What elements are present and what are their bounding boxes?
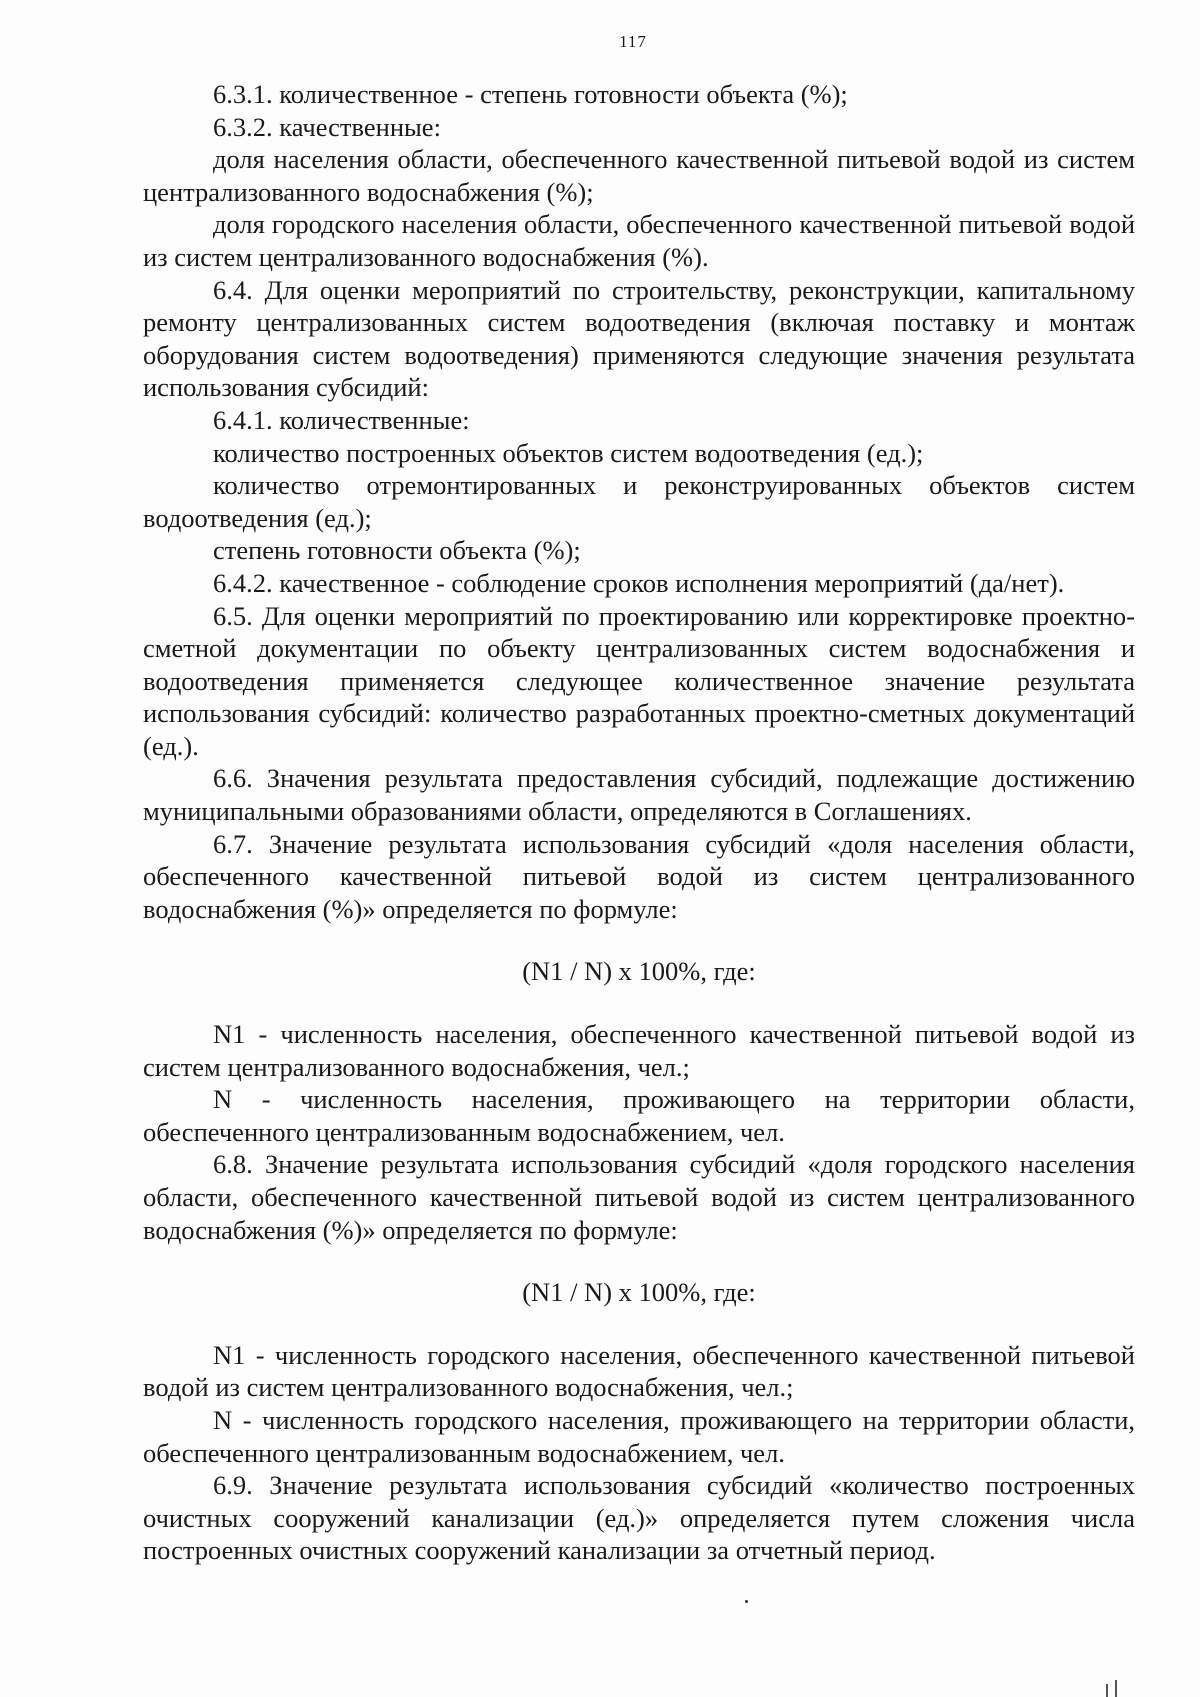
paragraph-repaired-objects: количество отремонтированных и реконструированных объектов систем водоотведения (ед.); <box>143 470 1135 533</box>
paragraph-built-objects: количество построенных объектов систем водоотведения (ед.); <box>213 437 924 468</box>
paragraph-6-3-1: 6.3.1. количественное - степень готовности объекта (%); <box>213 79 848 109</box>
page-number: 117 <box>619 32 647 51</box>
paragraph-6-3-2: 6.3.2. качественные: <box>213 111 441 142</box>
paragraph-6-6: 6.6. Значения результата предоставления субсидий, подлежащие достижению муниципальными образованиями области, определяются в Соглашениях. <box>143 763 1135 827</box>
paragraph-population-share: доля населения области, обеспеченного качественной питьевой водой из систем централизованного водоснабжения (%); <box>143 144 1135 207</box>
paragraph-urban-population-share: доля городского населения области, обеспеченного качественной питьевой водой из систем централизованного водоснабжения (%). <box>143 209 1135 272</box>
paragraph-6-8: 6.8. Значение результата использования субсидий «доля городского населения области, обеспеченного качественной питьевой водой из систем централизованного водоснабжения (%)» определяется по формуле: <box>143 1149 1135 1245</box>
paragraph-6-5: 6.5. Для оценки мероприятий по проектированию или корректировке проектно-сметной документации по объекту централизованных систем водоснабжения и водоотведения применяется следующее количественное значение результата использования субсидий: количество разработанных проектно-сметных документаций (ед.). <box>143 600 1135 761</box>
paragraph-n1-definition-2: N1 - численность городского населения, обеспеченного качественной питьевой водой из систем централизованного водоснабжения, чел.; <box>143 1339 1135 1403</box>
paragraph-n1-definition-1: N1 - численность населения, обеспеченного качественной питьевой водой из систем централизованного водоснабжения, чел.; <box>143 1019 1135 1082</box>
scan-edge-mark <box>1115 1680 1117 1697</box>
formula-1: (N1 / N) x 100%, где: <box>522 956 756 987</box>
document-body <box>143 78 1135 1567</box>
paragraph-n-definition-1: N - численность населения, проживающего на территории области, обеспеченного централизованным водоснабжением, чел. <box>143 1084 1135 1147</box>
paragraph-6-4: 6.4. Для оценки мероприятий по строительству, реконструкции, капитальному ремонту централизованных систем водоотведения (включая поставку и монтаж оборудования систем водоотведения) применяются следующие значения результата использования субсидий: <box>143 274 1135 403</box>
paragraph-6-4-2: 6.4.2. качественное - соблюдение сроков исполнения мероприятий (да/нет). <box>213 567 1065 598</box>
paragraph-readiness: степень готовности объекта (%); <box>213 535 581 566</box>
formula-2: (N1 / N) x 100%, где: <box>522 1277 756 1308</box>
paragraph-6-7: 6.7. Значение результата использования субсидий «доля населения области, обеспеченного качественной питьевой водой из систем централизованного водоснабжения (%)» определяется по формуле: <box>143 828 1135 924</box>
paragraph-n-definition-2: N - численность городского населения, проживающего на территории области, обеспеченного централизованным водоснабжением, чел. <box>143 1404 1135 1468</box>
scan-edge-mark <box>1106 1684 1108 1697</box>
paragraph-6-9: 6.9. Значение результата использования субсидий «количество построенных очистных сооружений канализации (ед.)» определяется путем сложения числа построенных очистных сооружений канализации за отчетный период. <box>143 1470 1135 1566</box>
scan-speck <box>745 1600 748 1603</box>
paragraph-6-4-1: 6.4.1. количественные: <box>213 404 470 435</box>
